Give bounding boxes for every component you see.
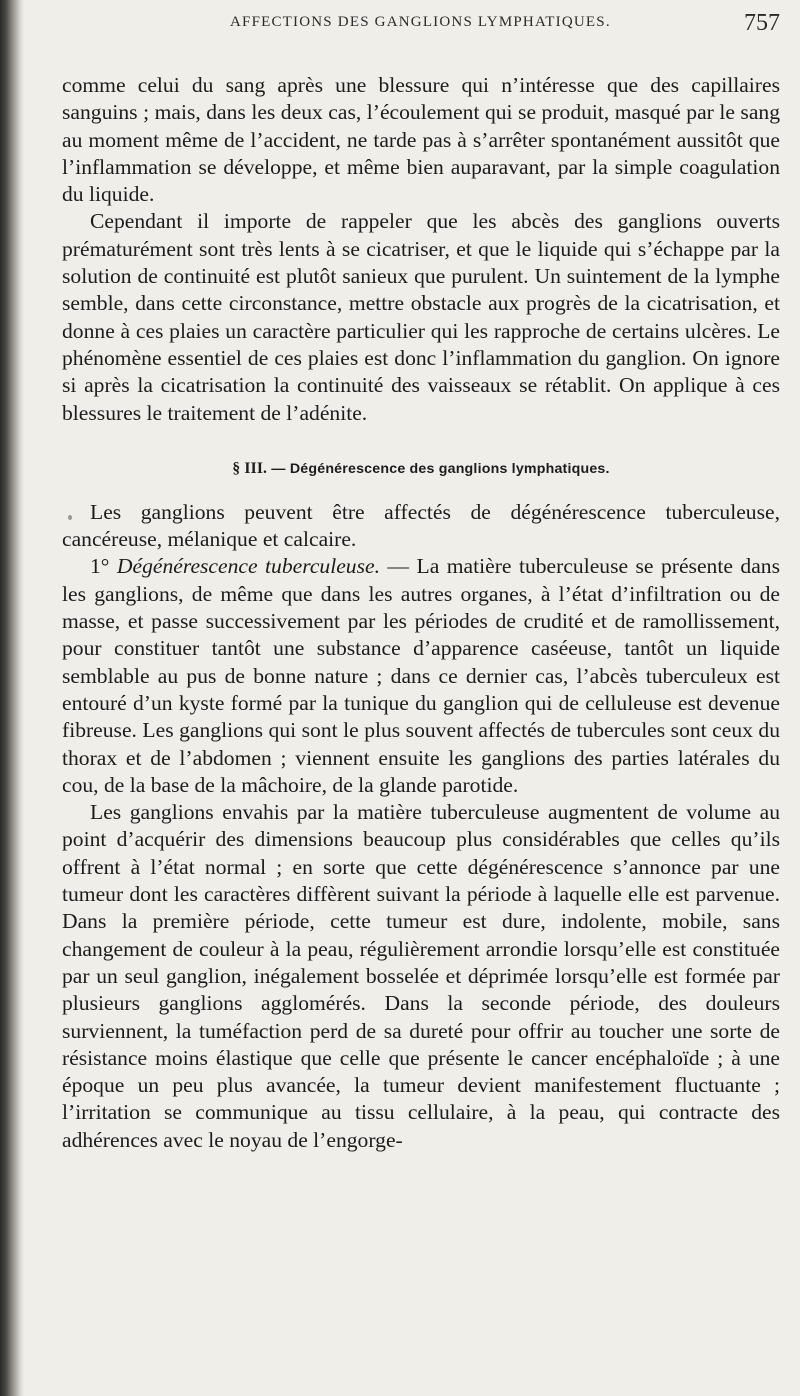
book-binding-edge [0,0,24,1396]
header-title: AFFECTIONS DES GANGLIONS LYMPHATIQUES. [230,14,611,30]
paragraph-continuation: comme celui du sang après une blessure qui n’intéresse que des capillaires sanguins ; mais, dans les deux cas, l’écoulement qui se produit, masqué par le sang au moment même de l’accident, ne tarde pas à s’arrêter spontanément aussitôt que l’inflammation se développe, et même bien auparavant, par la simple coagulation du liquide. [62,73,780,207]
section-number: § III. [232,459,268,477]
paragraph-tuberculous [62,553,780,799]
section-title: Dégénérescence des ganglions lymphatiques. [289,460,610,477]
paragraph-abscess: Cependant il importe de rappeler que les abcès des ganglions ouverts prématurément sont très lents à se cicatriser, et que le liquide qui s’échappe par la solution de continuité est plutôt sanieux que purulent. Un suintement de la lymphe semble, dans cette circonstance, mettre obstacle aux progrès de la cicatrisation, et donne à ces plaies un caractère particulier qui les rapproche de certains ulcères. Le phénomène essentiel de ces plaies est donc l’inflammation du ganglion. On ignore si après la cicatrisation la continuité des vaisseaux se rétablit. On applique à ces blessures le traitement de l’adénite. [62,209,780,425]
page-body [62,72,780,1154]
subsection-title: Dégénérescence tuberculeuse. [116,554,380,579]
subsection-number: 1° [90,554,110,579]
section-dash: — [271,460,286,477]
running-header [230,8,780,38]
section-heading [62,460,780,478]
page-number: 757 [744,10,780,36]
paragraph-closing: Les ganglions envahis par la matière tuberculeuse augmentent de volume au point d’acquérir des dimensions beaucoup plus considérables que celles qu’ils offrent à l’état normal ; en sorte que cette dégénérescence s’annonce par une tumeur dont les caractères diffèrent suivant la période à laquelle elle est parvenue. Dans la première période, cette tumeur est dure, indolente, mobile, sans changement de couleur à la peau, régulièrement arrondie lorsqu’elle est constituée par un seul ganglion, inégalement bosselée et déprimée lorsqu’elle est formée par plusieurs ganglions agglomérés. Dans la seconde période, des douleurs surviennent, la tuméfaction perd de sa dureté pour offrir au toucher une sorte de résistance moins élastique que celle que présente le cancer encéphaloïde ; à une époque un peu plus avancée, la tumeur devient manifestement fluctuante ; l’irritation se communique au tissu cellulaire, à la peau, qui contracte des adhérences avec le noyau de l’engorge- [62,800,780,1152]
paragraph-intro: Les ganglions peuvent être affectés de dégénérescence tuberculeuse, cancéreuse, mélanique et calcaire. [62,499,780,552]
subsection-text: — La matière tuberculeuse se présente dans les ganglions, de même que dans les autres organes, à l’état d’infiltration ou de masse, et passe successivement par les périodes de crudité et de ramollissement, pour constituer tantôt une substance d’apparence caséeuse, tantôt un liquide semblable au pus de bonne nature ; dans ce dernier cas, l’abcès tuberculeux est entouré d’un kyste formé par la tunique du ganglion qui de celluleuse est devenue fibreuse. Les ganglions qui sont le plus souvent affectés de tubercules sont ceux du thorax et de l’abdomen ; viennent ensuite les ganglions des parties latérales du cou, de la base de la mâchoire, de la glande parotide. [62,554,780,797]
